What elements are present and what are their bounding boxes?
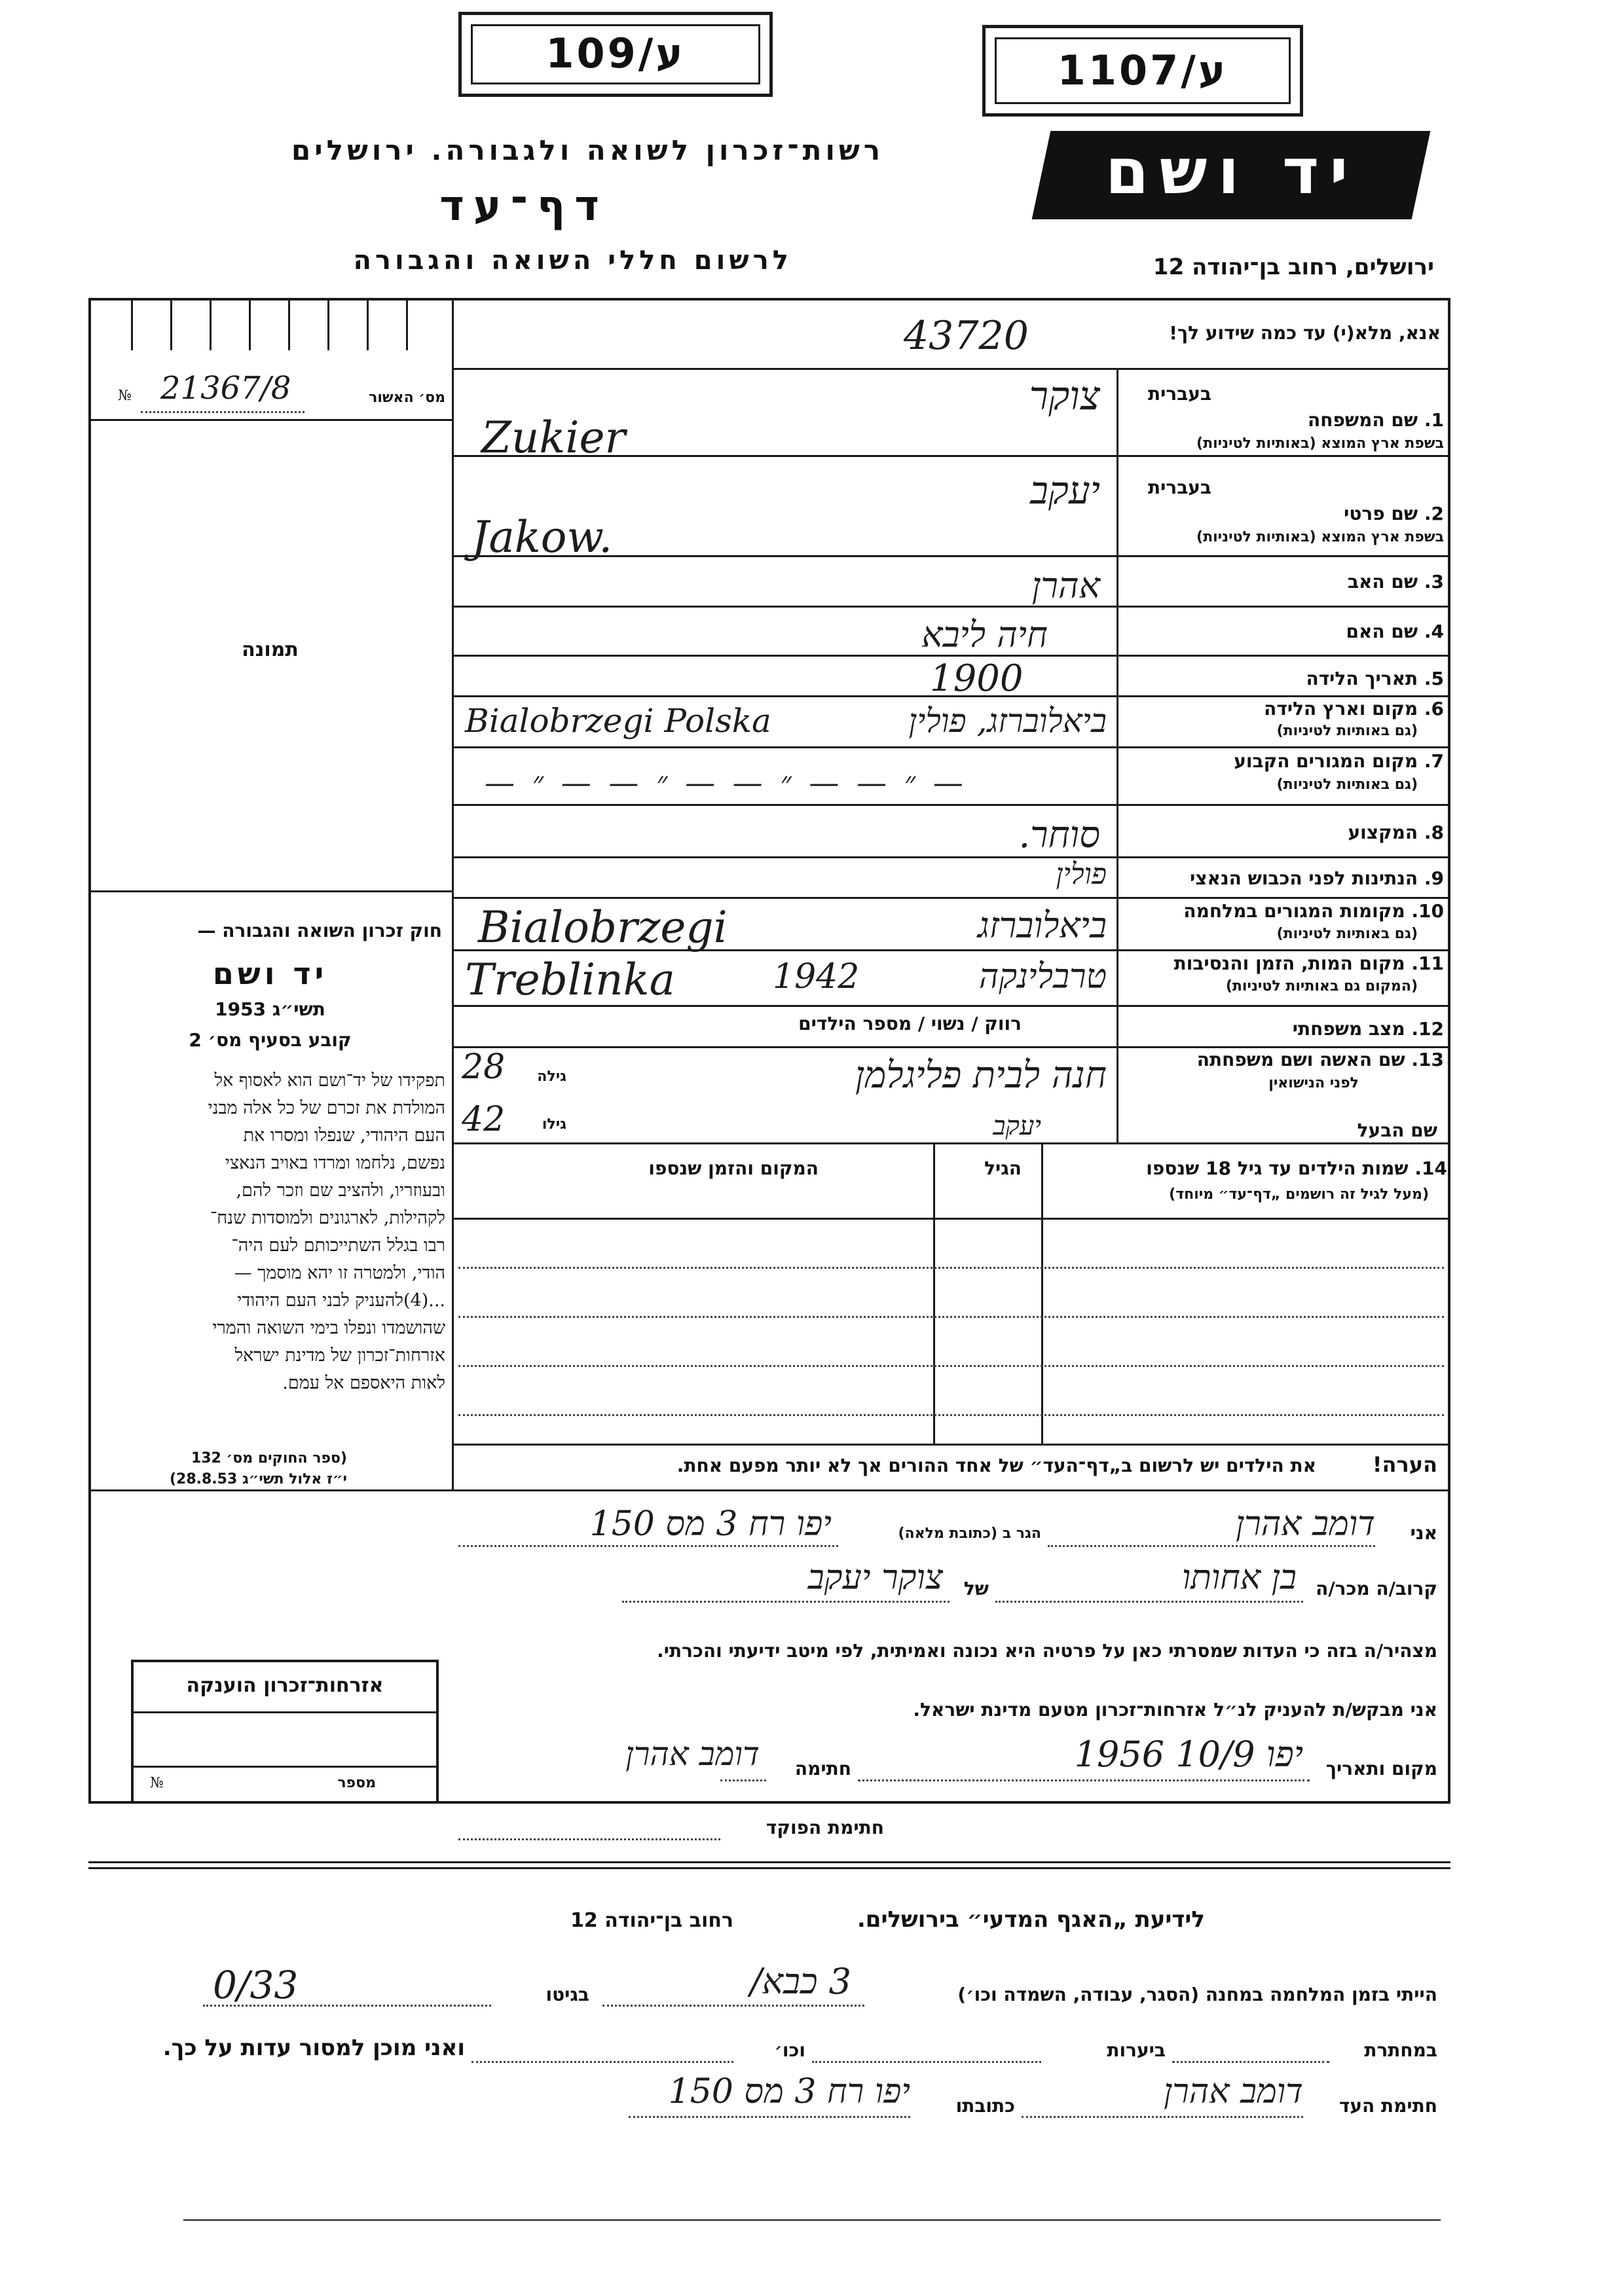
- note-text: את הילדים יש לרשום ב„דף־העד״ של אחד ההורים אך לא יותר מפעם אחת.: [676, 1455, 1316, 1476]
- law-source-1: (ספר החוקים מס׳ 132: [191, 1450, 347, 1467]
- f11-value-hebrew: טרבלינקה: [978, 957, 1107, 996]
- catalog-stamp-right: [982, 25, 1303, 117]
- relative-label: קרוב/ה מכר/ה: [1316, 1578, 1437, 1599]
- f7-sub: (גם באותיות לטיניות): [1276, 776, 1418, 793]
- yad-vashem-logo: [1032, 131, 1431, 219]
- f9-label: 9. הנתינות לפני הכבוש הנאצי: [1190, 867, 1444, 889]
- law-text-line: רבו בגלל השתייכותם לעם היה־: [231, 1235, 445, 1256]
- f13-label: 13. שם האשה ושם משפחתה: [1196, 1049, 1444, 1070]
- address-value: יפו רח 3 מס 150: [589, 1504, 832, 1544]
- f1-hebrew-value: צוקר: [1029, 373, 1100, 419]
- note-label: הערה!: [1372, 1452, 1437, 1477]
- f8-value: סוחר.: [1018, 814, 1100, 856]
- citizenship-title: אזרחות־זכרון הוענקה: [186, 1674, 384, 1697]
- column-divider: [452, 298, 454, 1489]
- f13-value: חנה לבית פליגלמן: [855, 1054, 1107, 1097]
- his-address-value: יפו רח 3 מס 150: [668, 2072, 910, 2111]
- witness-signature: דומב אהרן: [625, 1735, 760, 1773]
- bottom-address: רחוב בן־יהודה 12: [570, 1909, 733, 1932]
- f2-latin-value: Jakow.: [471, 512, 613, 562]
- f2-hebrew-tag: בעברית: [1147, 477, 1211, 498]
- children-age-col: הגיל: [984, 1157, 1022, 1179]
- f10-sub: (גם באותיות לטיניות): [1276, 926, 1418, 942]
- f1-hebrew-tag: בעברית: [1147, 383, 1211, 405]
- catalog-number-left: 109/ע: [545, 29, 686, 77]
- wife-age-label: גילה: [537, 1068, 566, 1085]
- bottom-title: לידיעת „האגף המדעי״ בירושלים.: [857, 1906, 1205, 1933]
- f9-value: פולין: [1056, 858, 1107, 891]
- f2-sub: בשפת ארץ המוצא (באותיות לטיניות): [1196, 529, 1444, 545]
- citizenship-number-symbol: №: [150, 1775, 164, 1791]
- declaration-statement: מצהיר/ה בזה כי העדות שמסרתי כאן על פרטיה היא נכונה ואמיתית, לפי מיטב ידיעתי והכרתי.: [657, 1640, 1437, 1662]
- of-value: צוקר יעקב: [807, 1558, 943, 1597]
- relation-value: בן אחותו: [1181, 1558, 1297, 1597]
- signature-label: חתימה: [794, 1758, 851, 1779]
- f10-label: 10. מקומות המגורים במלחמה: [1183, 900, 1444, 922]
- form-purpose: לרשום חללי השואה והגבורה: [353, 246, 792, 276]
- officer-signature-label: חתימת הפוקד: [766, 1817, 884, 1838]
- catalog-stamp-left: [458, 12, 773, 97]
- law-text: [98, 1067, 445, 1397]
- husband-age-label: גילו: [542, 1116, 566, 1133]
- law-text-line: נפשם, נלחמו ומרדו באויב הנאצי: [225, 1153, 445, 1173]
- witness-name: דומב אהרן: [1235, 1504, 1375, 1544]
- f3-value: אהרן: [1031, 565, 1100, 606]
- handwritten-form-number: 43720: [904, 313, 1029, 359]
- place-date-label: מקום ותאריך: [1325, 1758, 1437, 1779]
- f4-label: 4. שם האם: [1346, 621, 1444, 642]
- f7-value: — ״ — — ״ — — ״ — — ״ —: [485, 765, 967, 800]
- fill-prompt: אנא, מלא(י) עד כמה שידוע לך!: [1169, 322, 1441, 344]
- f12-options: רווק / נשוי / מספר הילדים: [798, 1013, 1022, 1034]
- approval-label: מס׳ האשור: [369, 390, 445, 406]
- husband-age: 42: [462, 1100, 506, 1139]
- f6-value-hebrew: ביאלוברזג, פולין: [908, 702, 1107, 740]
- approval-number: 21367/8: [160, 370, 291, 407]
- children-place-col: המקום והזמן שנספו: [648, 1157, 819, 1179]
- law-clause: קובע בסעיף מס׳ 2: [189, 1029, 352, 1051]
- husband-value: יעקב: [993, 1111, 1041, 1141]
- law-text-line: המולדת את זכרם של כל אלה מבני: [208, 1098, 445, 1118]
- f13-sub: לפני הנישואין: [1268, 1075, 1359, 1091]
- place-date-value: יפו 10/9 1956: [1074, 1734, 1303, 1775]
- witness-signature-label: חתימת העד: [1338, 2095, 1437, 2117]
- f6-value-latin: Bialobrzegi Polska: [465, 702, 771, 740]
- f3-label: 3. שם האב: [1347, 571, 1444, 592]
- law-text-line: אזרחות־זכרון של מדינת ישראל: [234, 1345, 445, 1366]
- resides-label: הגר ב (כתובת מלאה): [898, 1525, 1041, 1542]
- law-text-line: לאות היאספם אל עמם.: [282, 1373, 445, 1393]
- f5-value: 1900: [930, 657, 1024, 700]
- f8-label: 8. המקצוע: [1348, 822, 1444, 843]
- f2-hebrew-value: יעקב: [1029, 468, 1100, 513]
- f1-sub: בשפת ארץ המוצא (באותיות לטיניות): [1196, 435, 1444, 452]
- declaration-i-label: אני: [1410, 1522, 1437, 1544]
- f5-label: 5. תאריך הלידה: [1306, 668, 1444, 689]
- f2-label: 2. שם פרטי: [1344, 503, 1444, 524]
- f1-label: 1. שם המשפחה: [1308, 409, 1444, 431]
- camp-value: 3 כבא/: [750, 1961, 851, 2002]
- f6-label: 6. מקום וארץ הלידה: [1264, 698, 1444, 720]
- logo-text: יד ושם: [1105, 135, 1359, 208]
- children-title: 14. שמות הילדים עד גיל 18 שנספו: [1146, 1157, 1447, 1179]
- law-text-line: הודי, ולמטרה זו יהא מוסמך —: [234, 1263, 445, 1283]
- photo-label: תמונה: [242, 638, 299, 661]
- f1-latin-value: Zukier: [481, 412, 626, 463]
- underground-label: במחתרת: [1364, 2039, 1437, 2061]
- f11-value-latin: Treblinka: [465, 955, 675, 1005]
- law-text-line: לקהילות, לארגונים ולמוסדות שנח־: [210, 1208, 445, 1228]
- f6-sub: (גם באותיות לטיניות): [1276, 723, 1418, 739]
- label-column-divider: [1116, 370, 1118, 1142]
- etc-label: וכו׳: [774, 2039, 805, 2061]
- law-text-line: ובעוזריו, ולהציב שם וזכר להם,: [236, 1180, 445, 1201]
- approval-no-symbol: №: [118, 388, 132, 404]
- f10-value-latin: Bialobrzegi: [478, 902, 728, 953]
- law-text-line: העם היהודי, שנפלו ומסרו את: [243, 1125, 445, 1146]
- f10-value-hebrew: ביאלוברזג: [977, 905, 1107, 946]
- citizenship-number-label: מספר: [337, 1775, 376, 1791]
- of-label: של: [963, 1578, 989, 1599]
- law-text-line: ...(4)להעניק לבני העם היהודי: [237, 1290, 445, 1311]
- camp-text: הייתי בזמן המלחמה במחנה (הסגר, עבודה, השמדה וכו׳): [957, 1984, 1437, 2005]
- ready-to-testify: ואני מוכן למסור עדות על כך.: [162, 2035, 465, 2061]
- citizenship-request: אני מבקש/ת להעניק לנ״ל אזרחות־זכרון מטעם מדינת ישראל.: [913, 1699, 1437, 1721]
- citizenship-box: [131, 1660, 439, 1804]
- law-source-2: י״ז אלול תשי״ג 28.8.53): [169, 1471, 347, 1487]
- f12-label: 12. מצב משפחתי: [1292, 1018, 1444, 1040]
- f7-label: 7. מקום המגורים הקבוע: [1234, 750, 1444, 772]
- header-address: ירושלים, רחוב בן־יהודה 12: [1153, 254, 1434, 280]
- f11-value-year: 1942: [773, 957, 860, 996]
- husband-label: שם הבעל: [1357, 1120, 1437, 1141]
- f4-value: חיה ליבא: [921, 614, 1048, 655]
- law-year: תשי״ג 1953: [215, 998, 325, 1020]
- catalog-number-right: 1107/ע: [1057, 46, 1228, 94]
- forests-label: ביערות: [1107, 2039, 1166, 2061]
- ghetto-label: בגיטו: [545, 1984, 589, 2005]
- wife-age: 28: [462, 1048, 506, 1087]
- law-text-line: תפקידו של יד־ושם הוא לאסוף אל: [214, 1070, 445, 1091]
- f11-sub: (המקום גם באותיות לטיניות): [1225, 978, 1418, 994]
- f11-label: 11. מקום המות, הזמן והנסיבות: [1173, 953, 1444, 974]
- ghetto-value: 0/33: [213, 1963, 299, 2007]
- law-title: חוק זכרון השואה והגבורה —: [197, 920, 442, 941]
- children-sub: (מעל לגיל זה רושמים „דף־עד״ מיוחד): [1169, 1186, 1429, 1203]
- form-title: דף־עד: [439, 182, 608, 230]
- authority-title: רשות־זכרון לשואה ולגבורה. ירושלים: [291, 134, 884, 166]
- bottom-witness-signature: דומב אהרן: [1163, 2072, 1303, 2111]
- law-text-line: שהושמדו ונפלו בימי השואה והמרי: [212, 1318, 445, 1338]
- law-name: יד ושם: [212, 956, 328, 991]
- his-address-label: כתובתו: [955, 2095, 1015, 2117]
